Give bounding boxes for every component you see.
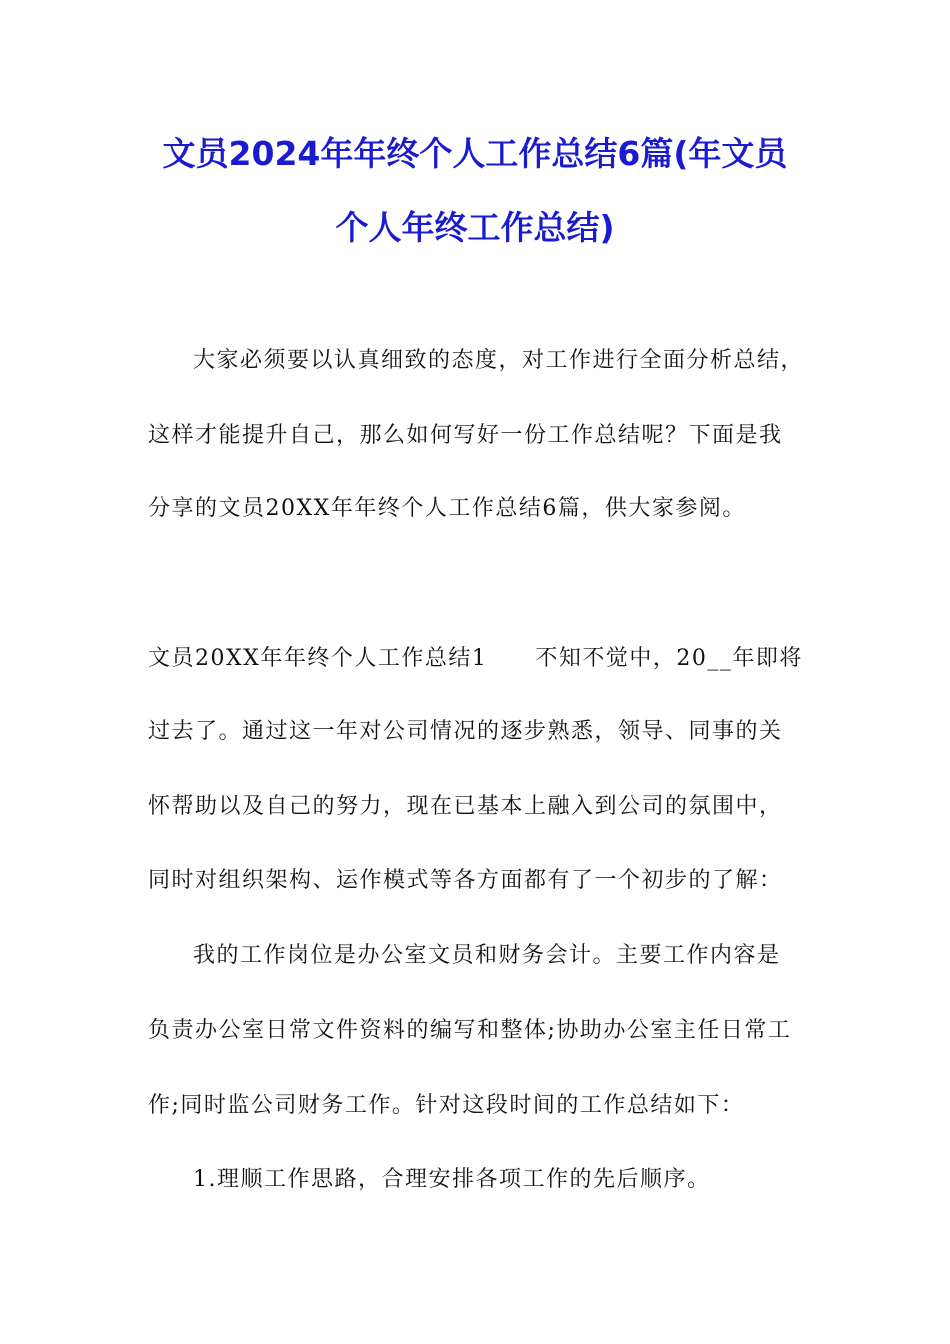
list-item-1: 1.理顺工作思路，合理安排各项工作的先后顺序。: [193, 1167, 711, 1192]
para-2-line-2: 负责办公室日常文件资料的编写和整体;协助办公室主任日常工: [148, 1018, 792, 1043]
intro-line-3: 分享的文员20XX年年终个人工作总结6篇，供大家参阅。: [148, 496, 746, 521]
document-title-line-1: 文员2024年年终个人工作总结6篇(年文员: [162, 134, 788, 173]
section-1-line-3: 同时对组织架构、运作模式等各方面都有了一个初步的了解：: [148, 868, 783, 893]
section-1-line-1: 过去了。通过这一年对公司情况的逐步熟悉，领导、同事的关: [148, 719, 783, 744]
section-1-line-2: 怀帮助以及自己的努力，现在已基本上融入到公司的氛围中，: [148, 794, 783, 819]
para-2-line-1: 我的工作岗位是办公室文员和财务会计。主要工作内容是: [193, 943, 781, 968]
document-title-line-2: 个人年终工作总结): [335, 208, 615, 247]
section-1-heading-tail: 不知不觉中，20__年即将: [535, 646, 803, 671]
intro-line-2: 这样才能提升自己，那么如何写好一份工作总结呢？下面是我: [148, 423, 783, 448]
para-2-line-3: 作;同时监公司财务工作。针对这段时间的工作总结如下：: [148, 1093, 745, 1118]
section-1-heading-line: [148, 644, 808, 674]
section-1-heading: 文员20XX年年终个人工作总结1: [148, 646, 488, 671]
intro-line-1: 大家必须要以认真细致的态度，对工作进行全面分析总结，: [193, 348, 805, 373]
